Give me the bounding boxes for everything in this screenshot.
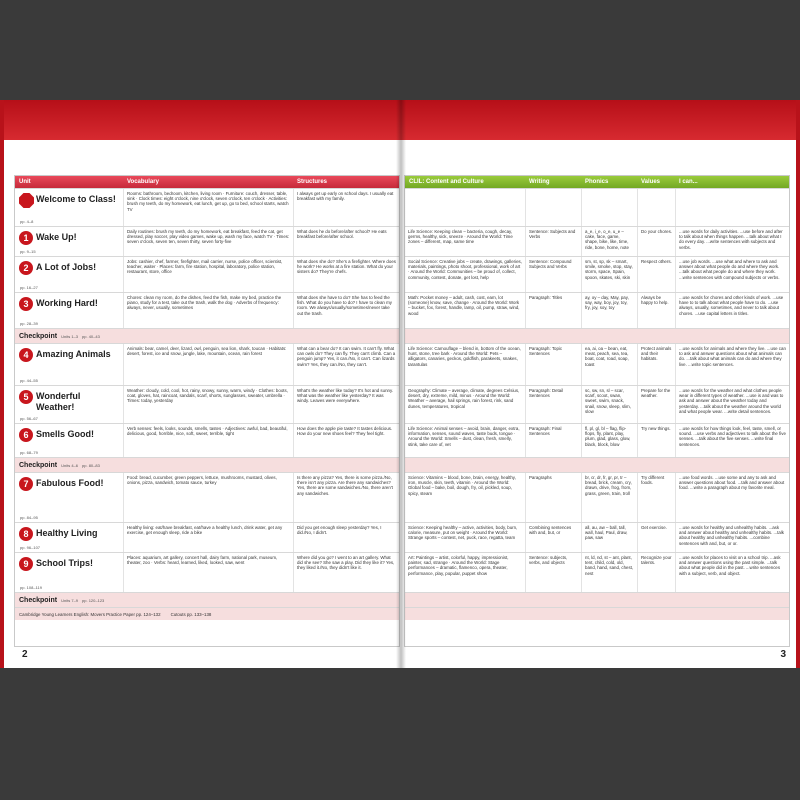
unit-cell	[15, 189, 123, 226]
unit-cell	[15, 473, 123, 522]
vocab-cell: Chores: clean my room, do the dishes, feed the fish, make my bed, practice the piano, study for a test, take out the trash, walk the dog · Adverbs of frequency: always, never, usually, sometimes	[123, 293, 293, 328]
unit-name: A Lot of Jobs!	[36, 262, 97, 272]
struct-cell: What does she have to do? She has to feed the fish. What do you have to do? I have to clean my room. We always/usually/sometimes/never take out the trash.	[293, 293, 399, 328]
vocab-cell: Places: aquarium, art gallery, concert hall, dairy farm, national park, museum, theater, zoo · Verbs: heard, learned, liked, looked, saw, went	[123, 553, 293, 592]
table-row	[15, 292, 399, 328]
values-cell: Respect others.	[637, 257, 675, 292]
checkpoint-label: Checkpoint	[19, 596, 58, 604]
phonics-cell: all, au, aw – ball, tall, wall, haul, Paul, draw, paw, saw	[581, 523, 637, 552]
footer-row	[15, 607, 399, 620]
book-gutter	[396, 100, 406, 668]
phonics-cell: nt, ld, nd, st – ant, plant, tent, child, cold, old, band, hand, sand, chest, nest	[581, 553, 637, 592]
table-row	[15, 522, 399, 552]
writing-cell: Combining sentences with and, but, or	[525, 523, 581, 552]
struct-cell: What's the weather like today? It's hot and sunny. What was the weather like yesterday? It was windy. Leaves were everywhere.	[293, 386, 399, 423]
writing-cell: Paragraph: Detail Sentences	[525, 386, 581, 423]
struct-cell: What can a bear do? It can swim. It can't fly. What can owls do? They can fly. They can't climb. Can a penguin jump? Yes, it can./No, it can't. Can lizards swim? Yes, they can./No, they can't.	[293, 344, 399, 385]
vocab-cell: Jobs: cashier, chef, farmer, firefighter, mail carrier, nurse, police officer, scientist, teacher, waiter · Places: farm, fire station, hospital, laboratory, police station, restaurant, store, office	[123, 257, 293, 292]
footer-row	[405, 607, 789, 620]
practice-paper-ref: Cambridge Young Learners English: Movers Practice Paper pp. 124–132	[19, 611, 161, 617]
ican-cell: ...use words for daily activities. ...use before and after to talk about when things happen. ...talk about what I do every day. ...write sentences with subjects and verbs.	[675, 227, 789, 256]
table-row	[405, 423, 789, 457]
table-row	[405, 226, 789, 256]
clil-cell	[405, 189, 525, 226]
unit-pages: pp. 56–67	[20, 415, 38, 421]
vocab-cell: Weather: cloudy, cold, cool, hot, rainy, snowy, sunny, warm, windy · Clothes: boots, coat, gloves, hat, raincoat, sandals, scarf, shorts, sunglasses, sweater, umbrella · Times: today, yesterday	[123, 386, 293, 423]
clil-cell: Life Science: Keeping clean – bacteria, cough, decay, germs, healthy, sick, sneeze · Around the World: Time zones – different, map, same time	[408, 229, 513, 245]
values-cell: Try new things.	[637, 424, 675, 457]
unit-name: Working Hard!	[36, 298, 98, 308]
unit-name: Amazing Animals	[36, 349, 111, 359]
phonics-cell: sc, sw, sn, sl – scar, scarf, scoot, swan, sweet, swim, snack, snail, snow, sleep, slim, slow	[581, 386, 637, 423]
values-cell: Protect animals and their habitats.	[637, 344, 675, 385]
phonics-cell: fl, pl, gl, bl – flag, flip-flops, fly, plant, play, plum, glad, glass, glow, black, block, blow	[581, 424, 637, 457]
unit-number-icon: 1	[19, 231, 33, 245]
checkpoint-pages: pp. 80–83	[82, 462, 100, 468]
table-row	[15, 256, 399, 292]
clil-cell: Life Science: Camouflage – blend in, bottom of the ocean, hunt, stone, tree bark · Around the World: Pets – alligators, canaries, geckos, goldfish, parakeets, snakes, tarantulas	[408, 346, 521, 367]
unit-pages: pp. 68–79	[20, 449, 38, 455]
phonics-cell: sm, st, sp, sk – smart, smile, smoke, stop, stay, storm, space, Spain, spoon, skates, ski, skin	[581, 257, 637, 292]
ican-cell	[675, 189, 789, 226]
ican-cell: ...use words for healthy and unhealthy habits. ...ask and answer about healthy and unhealthy habits. ...talk about healthy and unhealthy habits. ...combine sentences with and, but, or or.	[675, 523, 789, 552]
phonics-cell: ay, oy – day, May, pay, say, way, boy, joy, toy, fry, joy, soy, toy	[581, 293, 637, 328]
values-cell: Recognize your talents.	[637, 553, 675, 592]
right-page	[401, 100, 800, 668]
contents-table-right	[404, 175, 790, 647]
vocab-cell: Healthy living: eat/have breakfast, eat/have a healthy lunch, drink water, get any exercise, get enough sleep, ride a bike	[123, 523, 293, 552]
checkpoint-row	[15, 457, 399, 472]
header-values: Values	[641, 179, 661, 185]
unit-cell	[15, 257, 123, 292]
table-row	[15, 423, 399, 457]
header-phonics: Phonics	[585, 179, 609, 185]
checkpoint-units: Units 4–6	[61, 462, 79, 468]
clil-cell: Life Science: Animal senses – avoid, brain, danger, extra, information, senses, sound waves, taste buds, tongue · Around the World: Smells – dust, clean, fresh, smelly, stink, take care of, vet	[408, 426, 520, 447]
unit-cell	[15, 293, 123, 328]
header-band	[0, 100, 401, 140]
unit-pages: pp. 44–55	[20, 377, 38, 383]
writing-cell: Sentence: subjects, verbs, and objects	[525, 553, 581, 592]
clil-cell: Social Science: Creative jobs – create, drawings, galleries, materials, paintings, photo shoot, professional, work of art · Around the World: Communities – be proud of, collect, community, contest, donate, get lost, help	[408, 259, 522, 280]
left-page	[0, 100, 401, 668]
unit-pages: pp. 108–119	[20, 584, 42, 590]
unit-cell	[15, 344, 123, 385]
table-row	[405, 552, 789, 592]
table-header	[405, 176, 789, 188]
contents-table-left	[14, 175, 400, 647]
values-cell: Try different foods.	[637, 473, 675, 522]
checkpoint-pages: pp. 120–123	[82, 597, 105, 603]
unit-number-icon: 6	[19, 428, 33, 442]
unit-cell	[15, 523, 123, 552]
checkpoint-label: Checkpoint	[19, 461, 58, 469]
phonics-cell: br, cr, dr, fr, gr, pr, tr – bread, brick, cream, cry, drawn, drive, frog, from, grass, green, train, troll	[581, 473, 637, 522]
struct-cell: I always get up early on school days. I usually eat breakfast with my family.	[293, 189, 399, 226]
phonics-cell	[581, 189, 637, 226]
writing-cell	[525, 189, 581, 226]
phonics-cell: a_e, i_e, o_e, u_e – cake, face, game, shape, bike, like, time, ride, bone, home, note	[581, 227, 637, 256]
clil-cell: Science: Keeping healthy – active, activities, body, burn, calorie, measure, put on weight · Around the World: Strange sports – contest, net, puck, race, regatta, team	[408, 525, 518, 541]
header-unit: Unit	[19, 179, 31, 185]
checkpoint-row	[405, 328, 789, 343]
unit-name: Wonderful Weather!	[36, 391, 81, 412]
ican-cell: ...use words for the weather and what clothes people wear in different types of weather. ...use is and was to ask and answer about the weather today and yesterday. ...talk about the weather around the world and what people wear. ...write detail sentences.	[675, 386, 789, 423]
struct-cell: How does the apple pie taste? It tastes delicious. How do your new shoes feel? They feel tight.	[293, 424, 399, 457]
header-vocabulary: Vocabulary	[127, 179, 159, 185]
unit-name: School Trips!	[36, 558, 94, 568]
clil-cell: Math: Pocket money – adult, cash, cost, earn, lot (someone) know, save, change · Around the World: Work – bucket, fox, forest, handle, lamp, oil, pump, straw, wind, wood	[408, 295, 520, 316]
vocab-cell: Animals: bear, camel, deer, lizard, owl, penguin, sea lion, shark, toucan · Habitats: desert, forest, ice and snow, jungle, lake, mountain, ocean, rain forest	[123, 344, 293, 385]
unit-cell	[15, 227, 123, 256]
cutouts-ref: Cutouts pp. 133–138	[170, 611, 212, 617]
unit-number-icon: 2	[19, 261, 33, 275]
vocab-cell: Verb senses: feels, looks, sounds, smells, tastes · Adjectives: awful, bad, beautiful, delicious, good, horrible, nice, soft, sweet, terrible, tight	[123, 424, 293, 457]
checkpoint-units: Units 7–9	[61, 597, 79, 603]
unit-number-icon: 3	[19, 297, 33, 311]
page-title: Contents	[30, 143, 100, 160]
ican-cell: ...use food words. ...use some and any to ask and answer questions about food. ...talk and answer about food. ...write a paragraph about my favorite meal.	[675, 473, 789, 522]
right-edge-strip	[796, 100, 800, 668]
checkpoint-pages: pp. 40–43	[82, 333, 100, 339]
table-row	[405, 256, 789, 292]
unit-name: Smells Good!	[36, 429, 95, 439]
checkpoint-row	[405, 592, 789, 607]
table-row	[405, 292, 789, 328]
table-row	[405, 472, 789, 522]
struct-cell: What does he do before/after school? He eats breakfast before/after school.	[293, 227, 399, 256]
unit-name: Wake Up!	[36, 232, 77, 242]
table-row	[15, 343, 399, 385]
writing-cell: Sentence: Subjects and Verbs	[525, 227, 581, 256]
writing-cell: Sentence: Compound Subjects and Verbs	[525, 257, 581, 292]
unit-number-icon: 9	[19, 557, 33, 571]
clil-cell: Geography: Climate – average, climate, degrees Celsius, desert, dry, extreme, mild, minus · Around the World: Weather – average, hail springs, rain forest, rink, sand dunes, temperatures, tropical	[408, 388, 520, 409]
table-row	[405, 188, 789, 226]
unit-pages: pp. 28–39	[20, 320, 38, 326]
checkpoint-label: Checkpoint	[19, 332, 58, 340]
ican-cell: ...use words for places to visit on a school trip. ...ask and answer questions using the past simple. ...talk about what people did in the past. ...write sentences with a subject, verb, and object.	[675, 553, 789, 592]
unit-pages: pp. 4–8	[20, 218, 34, 224]
unit-number-icon: 7	[19, 477, 33, 491]
unit-number-icon: 4	[19, 348, 33, 362]
clil-cell: Science: Vitamins – blood, bone, brain, energy, healthy, iron, muscle, skin, teeth, vitamin · Around the World: Global food – bake, boil, dough, fry, oil, pickled, soup, spicy, steam	[408, 475, 516, 496]
page-number: 2	[22, 649, 28, 660]
unit-cell	[15, 386, 123, 423]
writing-cell: Paragraph: Final Sentences	[525, 424, 581, 457]
vocab-cell: Rooms: bathroom, bedroom, kitchen, living room · Furniture: couch, dresser, table, sink · Clock times: eight o'clock, nine o'clock, seven o'clock, ten o'clock · Activities: brush my teeth, do my homework, eat lunch, get up, go to bed, school starts, watch TV	[123, 189, 293, 226]
table-row	[15, 472, 399, 522]
struct-cell: Where did you go? I went to an art gallery. What did she see? She saw a play. Did they like it? Yes, they liked it./No, they didn't like it.	[293, 553, 399, 592]
table-row	[405, 385, 789, 423]
table-row	[15, 385, 399, 423]
vocab-cell: Daily routines: brush my teeth, do my homework, eat breakfast, feed the cat, get dressed, play soccer, play video games, wake up, wash my face, watch TV · Times: seven o'clock, seven ten, seven thirty, seven forty-five	[123, 227, 293, 256]
struct-cell: What does she do? She's a firefighter. Where does he work? He works at a fire station. What do your sisters do? They're chefs.	[293, 257, 399, 292]
ican-cell: ...use words for animals and where they live. ...use can to ask and answer questions about what animals can do. ...talk about what animals can do and where they live. ...write topic sentences.	[675, 344, 789, 385]
ican-cell: ...use words for how things look, feel, taste, smell, or sound. ...use verbs and adjectives to talk about the five senses. ...talk about the five senses. ...write final sentences.	[675, 424, 789, 457]
values-cell: Always be happy to help.	[637, 293, 675, 328]
unit-pages: pp. 9–15	[20, 248, 36, 254]
writing-cell: Paragraphs	[525, 473, 581, 522]
unit-pages: pp. 16–27	[20, 284, 38, 290]
table-row	[15, 188, 399, 226]
unit-number-icon: 8	[19, 527, 33, 541]
unit-name: Fabulous Food!	[36, 478, 104, 488]
header-i-can: I can...	[679, 179, 698, 185]
checkpoint-row	[15, 592, 399, 607]
page-number: 3	[780, 649, 786, 660]
ican-cell: ...use words for chores and other kinds of work. ...use have to to talk about what people have to do. ...use always, usually, sometimes, and never to talk about chores. ...use capital letters in titles.	[675, 293, 789, 328]
header-writing: Writing	[529, 179, 550, 185]
table-row	[405, 522, 789, 552]
table-header	[15, 176, 399, 188]
table-row	[405, 343, 789, 385]
left-edge-strip	[0, 100, 4, 668]
unit-cell	[15, 553, 123, 592]
header-band	[401, 100, 800, 140]
header-clil: CLIL: Content and Culture	[409, 179, 484, 185]
clil-cell: Art: Paintings – artist, colorful, happy, impressionist, painter, sad, strange · Around the World: Stage performances – dramatic, flamenco, opera, theater, performance, play, popular, puppet show	[408, 555, 509, 576]
vocab-cell: Food: bread, cucumber, green peppers, lettuce, mushrooms, mustard, olives, onions, pizza, sandwich, tomato sauce, turkey	[123, 473, 293, 522]
struct-cell: Is there any pizza? Yes, there is some pizza./No, there isn't any pizza. Are there any sandwiches? Yes, there are some sandwiches./No, there aren't any sandwiches.	[293, 473, 399, 522]
unit-cell	[15, 424, 123, 457]
ican-cell: ...use job words. ...use what and where to ask and answer about what people do and where they work. ...talk about what people do and where they work. ...write sentences with compound subjects or verbs.	[675, 257, 789, 292]
values-cell	[637, 189, 675, 226]
table-row	[15, 226, 399, 256]
welcome-badge-icon	[19, 193, 34, 208]
writing-cell: Paragraph: Titles	[525, 293, 581, 328]
values-cell: Prepare for the weather.	[637, 386, 675, 423]
checkpoint-row	[15, 328, 399, 343]
checkpoint-row	[405, 457, 789, 472]
unit-name: Welcome to Class!	[36, 194, 116, 204]
header-structures: Structures	[297, 179, 328, 185]
values-cell: Get exercise.	[637, 523, 675, 552]
phonics-cell: ea, ai, oa – bean, eat, meat, peach, sea, tea, boat, coat, road, soap, toast	[581, 344, 637, 385]
unit-pages: pp. 96–107	[20, 544, 41, 550]
writing-cell: Paragraph: Topic Sentences	[525, 344, 581, 385]
unit-number-icon: 5	[19, 390, 33, 404]
unit-name: Healthy Living	[36, 528, 98, 538]
values-cell: Do your chores.	[637, 227, 675, 256]
unit-pages: pp. 84–95	[20, 514, 38, 520]
struct-cell: Did you get enough sleep yesterday? Yes, I did./No, I didn't.	[293, 523, 399, 552]
checkpoint-units: Units 1–3	[61, 333, 79, 339]
table-row	[15, 552, 399, 592]
